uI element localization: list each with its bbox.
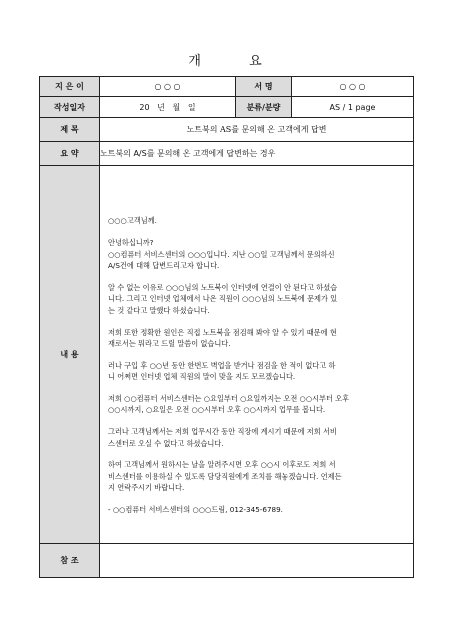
letter-line: 지 연락주시기 바랍니다. (108, 483, 185, 493)
reference-row (40, 544, 414, 578)
letter-line: 재로서는 뭐라고 드릴 말씀이 없습니다. (108, 339, 231, 349)
date-value: 20 년 월 일 (100, 97, 236, 118)
reference-label: 참 조 (40, 544, 100, 578)
subject-label: 제 목 (40, 118, 100, 142)
letter-paragraph-1 (108, 237, 405, 272)
letter-line: ○○컴퓨터 서비스센터의 ○○○입니다. 지난 ○○일 고객님께서 문의하신 (108, 249, 335, 259)
author-value: ○ ○ ○ (100, 77, 236, 97)
letter-greeting: ○○○고객님께. (108, 216, 157, 226)
category-value: AS / 1 page (292, 97, 414, 118)
reference-value (100, 544, 414, 578)
letter-line: 는 것 같다고 말했다 하셨습니다. (108, 305, 210, 315)
letter-line: 저희 ○○컴퓨터 서비스센터는 ○요일부터 ○요일까지는 오전 ○○시부터 오후 (108, 393, 350, 403)
letter-line: 비스센터를 이용하실 수 있도록 담당직원에게 조치를 해놓겠습니다. 언제든 (108, 471, 342, 481)
summary-row (40, 142, 414, 166)
subject-row (40, 118, 414, 142)
subject-value: 노트북의 AS를 문의해 온 고객에게 답변 (100, 118, 414, 142)
letter-line: 안녕하십니까? (108, 237, 154, 247)
letter-line: A/S건에 대해 답변드리고자 합니다. (108, 261, 220, 271)
letter-line: 알 수 없는 이유로 ○○○님의 노트북이 인터넷에 연결이 안 된다고 하셨습 (108, 282, 338, 292)
letter-line: 그러나 고객님께서는 저희 업무시간 동안 직장에 계시기 때문에 저희 서비 (108, 427, 337, 437)
document-title: 개 요 (188, 54, 284, 69)
letter-paragraph-7 (108, 459, 405, 494)
date-label: 작성일자 (40, 97, 100, 118)
letter-line: 니다. 그리고 인터넷 업체에서 나온 직원이 ○○○님의 노트북에 문제가 있 (108, 294, 338, 304)
letter-paragraph-3 (108, 327, 405, 350)
date-row (40, 97, 414, 118)
letter-paragraph-6 (108, 426, 405, 449)
letter-paragraph-5 (108, 393, 405, 416)
signature-value: ○ ○ ○ (292, 77, 414, 97)
letter-line: 스센터로 오실 수 없다고 하셨습니다. (108, 438, 224, 448)
summary-value: 노트북의 A/S를 문의해 온 고객에게 답변하는 경우 (100, 142, 414, 166)
category-label: 분류/분량 (236, 97, 292, 118)
letter-line: 러나 구입 후 ○○년 동안 한번도 벽업을 받거나 점검을 한 적이 없다고 하 (108, 360, 336, 370)
content-row (40, 166, 414, 544)
letter-line: 저희 또한 정확한 원인은 직접 노트북을 점검해 봐야 알 수 있기 때문에 현 (108, 327, 337, 337)
summary-form-table (39, 76, 414, 578)
letter-line: 니 어쩌면 인터넷 업체 직원의 말이 맞을 지도 모르겠습니다. (108, 372, 296, 382)
letter-body (100, 166, 414, 544)
author-label: 지 은 이 (40, 77, 100, 97)
letter-paragraph-4 (108, 360, 405, 383)
letter-line: ○○시까지, ○요일은 오전 ○○시부터 오후 ○○시까지 업무를 봅니다. (108, 405, 326, 415)
letter-closing: - ○○컴퓨터 서비스센터의 ○○○드림, 012-345-6789. (108, 505, 283, 515)
signature-label: 서 명 (236, 77, 292, 97)
summary-label: 요 약 (40, 142, 100, 166)
letter-line: 하여 고객님께서 원하시는 날을 알려주시면 오후 ○○시 이후로도 저희 서 (108, 460, 336, 470)
letter-paragraph-2 (108, 282, 405, 317)
content-label: 내 용 (40, 166, 100, 544)
author-row (40, 77, 414, 97)
